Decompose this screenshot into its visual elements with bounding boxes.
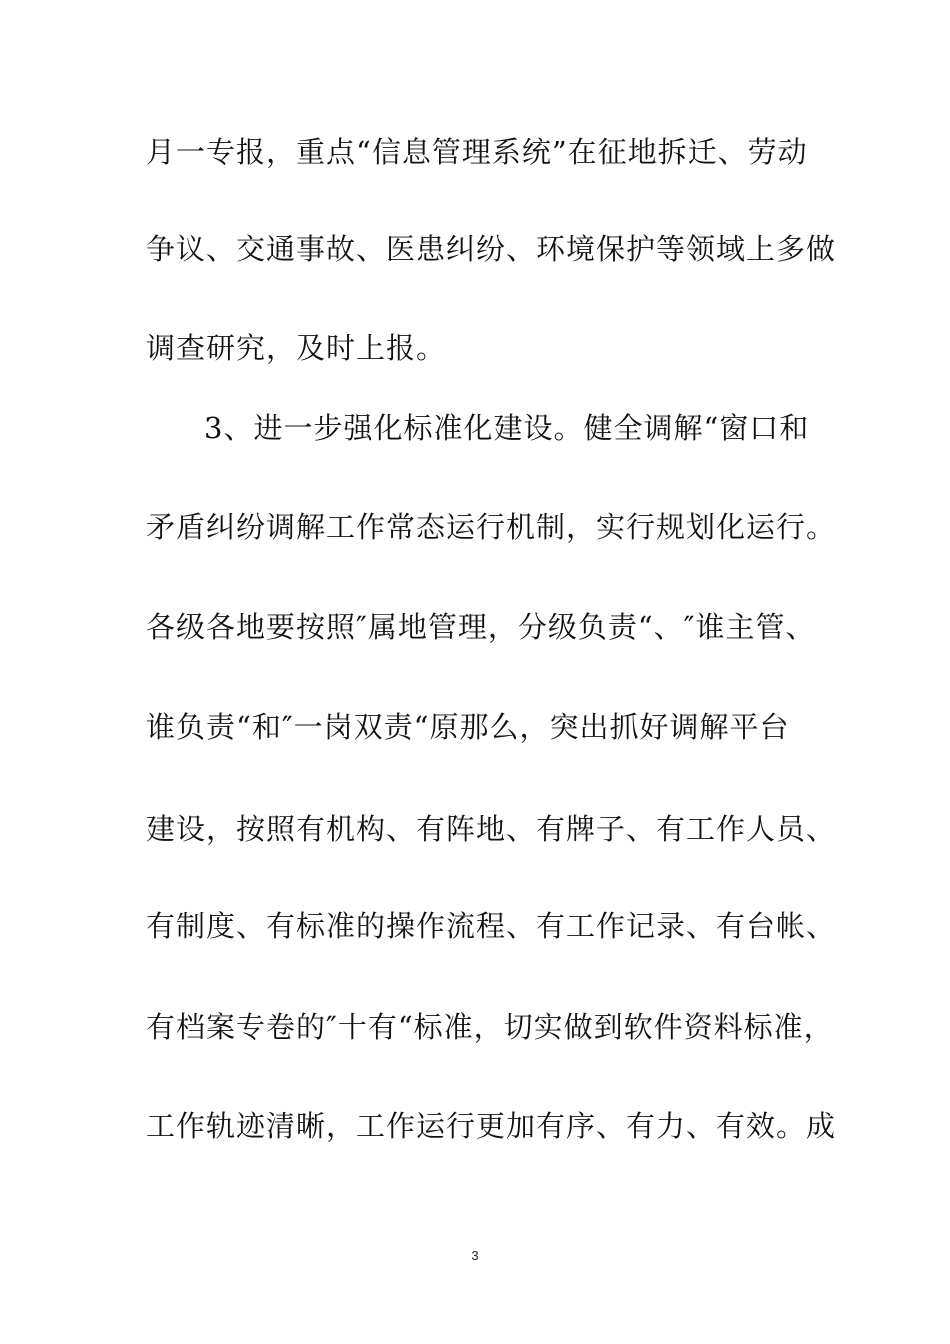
text-line: 矛盾纠纷调解工作常态运行机制，实行规划化运行。 xyxy=(146,510,837,544)
paragraph-start-line: 3、进一步强化标准化建设。健全调解“窗口和 xyxy=(204,411,810,445)
text-line: 调查研究，及时上报。 xyxy=(146,331,447,365)
text-line: 争议、交通事故、医患纠纷、环境保护等领域上多做 xyxy=(146,232,837,266)
text-line: 建设，按照有机构、有阵地、有牌子、有工作人员、 xyxy=(146,812,837,846)
text-line: 各级各地要按照″属地管理，分级负责“、″谁主管、 xyxy=(146,610,816,644)
text-line: 有制度、有标准的操作流程、有工作记录、有台帐、 xyxy=(146,909,837,943)
text-line: 工作轨迹清晰，工作运行更加有序、有力、有效。成 xyxy=(146,1109,837,1143)
text-line: 月一专报，重点“信息管理系统”在征地拆迁、劳动 xyxy=(146,135,808,169)
page-number: 3 xyxy=(471,1248,479,1263)
text-line: 谁负责“和″一岗双责“原那么，突出抓好调解平台 xyxy=(146,710,790,744)
text-line: 有档案专卷的″十有“标准，切实做到软件资料标准， xyxy=(146,1010,834,1044)
